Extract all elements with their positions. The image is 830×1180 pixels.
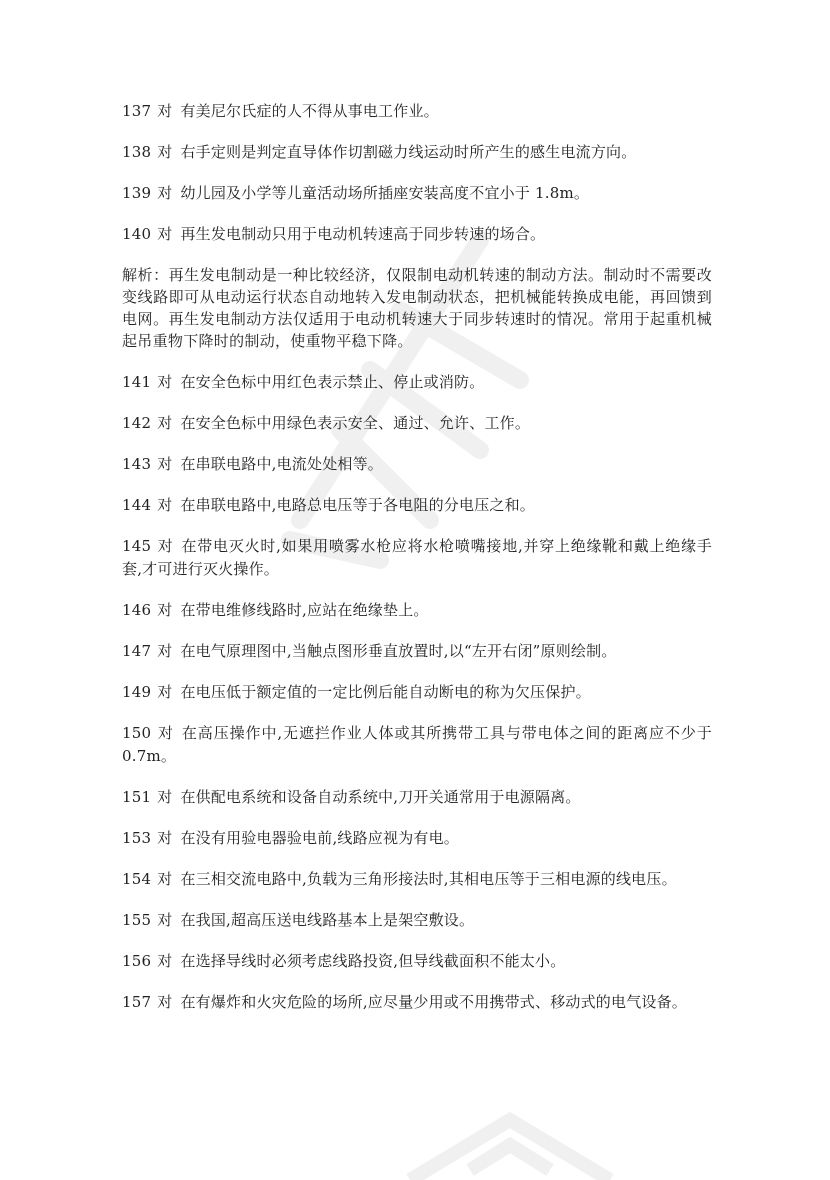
question-number: 149: [122, 683, 152, 701]
question-number: 143: [122, 455, 152, 473]
question-text: 在供配电系统和设备自动系统中,刀开关通常用于电源隔离。: [180, 788, 581, 806]
question-text: 在串联电路中,电流处处相等。: [180, 455, 384, 473]
question-text: 有美尼尔氏症的人不得从事电工作业。: [180, 102, 439, 120]
question-number: 153: [122, 829, 152, 847]
question-item-146: [122, 599, 712, 622]
question-number: 154: [122, 870, 152, 888]
question-number: 140: [122, 225, 152, 243]
question-item-138: [122, 141, 712, 164]
question-answer: 对: [157, 952, 173, 970]
question-item-142: [122, 412, 712, 435]
question-item-147: [122, 640, 712, 663]
question-text: 在带电灭火时,如果用喷雾水枪应将水枪喷嘴接地,并穿上绝缘靴和戴上绝缘手套,才可进行灭火操作。: [122, 537, 712, 578]
question-item-149: [122, 681, 712, 704]
question-answer: 对: [157, 788, 173, 806]
question-answer: 对: [157, 993, 173, 1011]
watermark-diamond-icon: [400, 1110, 620, 1180]
question-answer: 对: [157, 143, 173, 161]
question-item-145: [122, 535, 712, 581]
question-text: 幼儿园及小学等儿童活动场所插座安装高度不宜小于 1.8m。: [180, 184, 590, 202]
question-answer: 对: [157, 724, 174, 742]
question-text: 右手定则是判定直导体作切割磁力线运动时所产生的感生电流方向。: [180, 143, 637, 161]
question-text: 在选择导线时必须考虑线路投资,但导线截面积不能太小。: [180, 952, 566, 970]
question-number: 150: [122, 724, 152, 742]
question-answer: 对: [157, 642, 173, 660]
question-number: 139: [122, 184, 152, 202]
question-item-139: [122, 182, 712, 205]
question-text: 在有爆炸和火灾危险的场所,应尽量少用或不用携带式、移动式的电气设备。: [180, 993, 688, 1011]
question-answer: 对: [157, 373, 173, 391]
question-text: 再生发电制动只用于电动机转速高于同步转速的场合。: [180, 225, 546, 243]
question-number: 145: [122, 537, 152, 555]
question-number: 142: [122, 414, 152, 432]
question-answer: 对: [157, 683, 173, 701]
question-item-141: [122, 371, 712, 394]
question-text: 在没有用验电器验电前,线路应视为有电。: [180, 829, 460, 847]
question-answer: 对: [157, 496, 173, 514]
question-text: 在安全色标中用红色表示禁止、停止或消防。: [180, 373, 485, 391]
question-number: 156: [122, 952, 152, 970]
question-list: [122, 100, 712, 1032]
question-number: 141: [122, 373, 152, 391]
question-number: 157: [122, 993, 152, 1011]
question-answer: 对: [157, 601, 173, 619]
question-item-154: [122, 868, 712, 891]
question-item-137: [122, 100, 712, 123]
question-text: 在高压操作中,无遮拦作业人体或其所携带工具与带电体之间的距离应不少于 0.7m。: [122, 724, 713, 765]
question-answer: 对: [157, 537, 174, 555]
question-answer: 对: [157, 829, 173, 847]
question-answer: 对: [157, 870, 173, 888]
question-answer: 对: [157, 184, 173, 202]
question-number: 146: [122, 601, 152, 619]
question-text: 在电气原理图中,当触点图形垂直放置时,以“左开右闭”原则绘制。: [180, 642, 617, 660]
question-item-157: [122, 991, 712, 1014]
question-item-144: [122, 494, 712, 517]
question-text: 在电压低于额定值的一定比例后能自动断电的称为欠压保护。: [180, 683, 591, 701]
analysis-paragraph: 解析：再生发电制动是一种比较经济，仅限制电动机转速的制动方法。制动时不需要改变线路即可从电动运行状态自动地转入发电制动状态，把机械能转换成电能，再回馈到电网。再生发电制动方法仅适用于电动机转速大于同步转速时的情况。常用于起重机械起吊重物下降时的制动，使重物平稳下降。: [122, 266, 712, 350]
question-item-150: [122, 722, 712, 768]
question-number: 137: [122, 102, 152, 120]
question-item-143: [122, 453, 712, 476]
question-number: 147: [122, 642, 152, 660]
question-text: 在安全色标中用绿色表示安全、通过、允许、工作。: [180, 414, 531, 432]
question-text: 在三相交流电路中,负载为三角形接法时,其相电压等于三相电源的线电压。: [180, 870, 677, 888]
question-number: 151: [122, 788, 152, 806]
question-item-153: [122, 827, 712, 850]
question-text: 在串联电路中,电路总电压等于各电阻的分电压之和。: [180, 496, 536, 514]
question-number: 138: [122, 143, 152, 161]
question-answer: 对: [157, 455, 173, 473]
question-answer: 对: [157, 911, 173, 929]
question-number: 155: [122, 911, 152, 929]
question-number: 144: [122, 496, 152, 514]
question-text: 在带电维修线路时,应站在绝缘垫上。: [180, 601, 429, 619]
question-answer: 对: [157, 102, 173, 120]
question-answer: 对: [157, 225, 173, 243]
question-text: 在我国,超高压送电线路基本上是架空敷设。: [180, 911, 475, 929]
question-item-155: [122, 909, 712, 932]
question-item-140: [122, 223, 712, 246]
question-item-156: [122, 950, 712, 973]
question-item-151: [122, 786, 712, 809]
question-answer: 对: [157, 414, 173, 432]
